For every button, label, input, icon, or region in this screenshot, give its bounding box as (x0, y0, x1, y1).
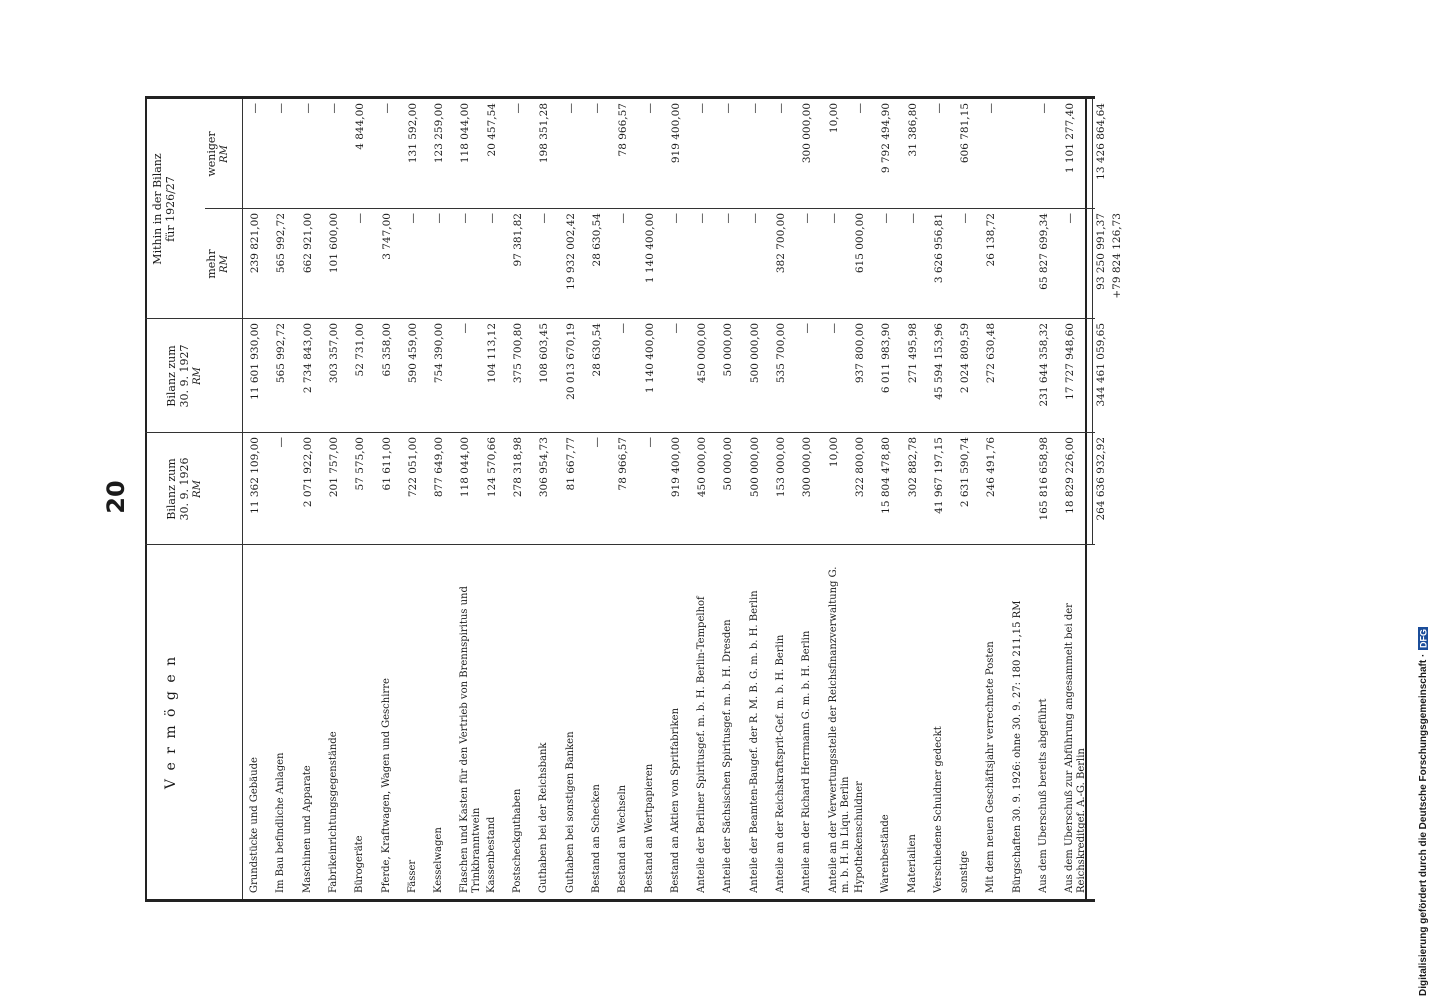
cell-mehr: — (617, 213, 630, 224)
cell-weniger: 606 781,15 (959, 103, 972, 164)
cell-b1927: 17 727 948,60 (1064, 323, 1077, 400)
cell-b1927: — (617, 323, 630, 334)
row-label: Grundstücke und Gebäude (249, 757, 260, 893)
cell-mehr: — (906, 213, 919, 224)
row-label: Bürogeräte (354, 835, 366, 893)
cell-b1927: 303 357,00 (327, 323, 340, 384)
row-label: Bestand an Aktien von Spritfabriken (669, 707, 681, 893)
cell-weniger: — (327, 103, 340, 114)
row-label: Bürgschaften 30. 9. 1926: ohne 30. 9. 27: 180 211,15 RM (1011, 600, 1023, 893)
row-label: Postscheckguthaben (512, 788, 523, 893)
cell-b1926: — (275, 437, 288, 448)
cell-mehr: 28 630,54 (590, 213, 603, 267)
row-label: Anteile der Beamten-Baugef. der R. M. B. G. m. b. H. Berlin (748, 590, 760, 893)
cell-b1927: 450 000,00 (696, 323, 709, 384)
cell-b1926: 306 954,73 (538, 437, 551, 498)
row-label: Anteile der Sächsischen Spiritusgef. m. b. H. Dresden (722, 619, 734, 893)
cell-b1927: 50 000,00 (722, 323, 735, 377)
row-label: Anteile an der Verwertungsstelle der Reichsfinanzverwaltung G. m. b. H. in Liqu. Berlin (827, 566, 851, 893)
cell-b1926: — (643, 437, 656, 448)
cell-b1927: 2 024 809,59 (959, 323, 972, 394)
row-label: Anteile an der Richard Herrmann G. m. b. H. Berlin (801, 630, 813, 893)
row-label: Pferde, Kraftwagen, Wagen und Geschirre (380, 678, 392, 893)
row-label: Aus dem Überschuß zur Abführung angesammelt bei der Reichskreditgef. A.-G. Berlin (1064, 603, 1088, 893)
cell-b1926: 50 000,00 (722, 437, 735, 491)
cell-b1927: 565 992,72 (275, 323, 288, 384)
row-label: Fabrikeinrichtungsgegenstände (327, 731, 339, 893)
cell-b1926: 118 044,00 (459, 437, 472, 498)
cell-weniger: — (853, 103, 866, 114)
cell-mehr: 19 932 002,42 (564, 213, 577, 290)
balance-sheet-rotated (145, 102, 1123, 902)
cell-b1927: 108 603,45 (538, 323, 551, 384)
cell-weniger: — (1038, 103, 1050, 114)
cell-b1927: 2 734 843,00 (301, 323, 314, 394)
cell-mehr: 3 626 956,81 (932, 213, 945, 284)
cell-mehr: 662 921,00 (301, 213, 314, 274)
cell-b1927: 52 731,00 (354, 323, 367, 377)
total-net: +79 824 126,73 (1110, 213, 1123, 299)
total-mehr: 93 250 991,37 (1094, 213, 1107, 290)
cell-mehr: — (722, 213, 735, 224)
cell-b1926: 81 667,77 (564, 437, 577, 491)
cell-b1926: 41 967 197,15 (932, 437, 945, 514)
cell-weniger: — (564, 103, 577, 114)
total-weniger: 13 426 864,64 (1094, 103, 1107, 180)
cell-b1926: 18 829 226,00 (1064, 437, 1077, 514)
row-label: Verschiedene Schuldner gedeckt (932, 726, 944, 893)
row-label: Aus dem Überschuß bereits abgeführt (1038, 698, 1049, 893)
digitization-credit (1418, 6, 1429, 996)
cell-b1926: 201 757,00 (327, 437, 340, 498)
cell-b1926: 300 000,00 (801, 437, 814, 498)
cell-weniger: 31 386,80 (906, 103, 919, 157)
row-label: Bestand an Schecken (590, 784, 602, 893)
cell-b1926: 302 882,78 (906, 437, 919, 498)
cell-b1926: 61 611,00 (380, 437, 393, 491)
cell-b1927: 272 630,48 (985, 323, 998, 384)
cell-weniger: — (590, 103, 603, 114)
cell-b1927: 65 358,00 (380, 323, 393, 377)
total-b1926: 264 636 932,92 (1094, 437, 1107, 521)
cell-mehr: — (801, 213, 814, 224)
cell-b1927: 375 700,80 (512, 323, 524, 384)
cell-mehr: — (669, 213, 682, 224)
cell-b1927: 500 000,00 (748, 323, 761, 384)
row-label: Anteile an der Reichskraftsprit-Gef. m. b. H. Berlin (775, 634, 786, 893)
cell-weniger: 919 400,00 (669, 103, 682, 164)
cell-weniger: 4 844,00 (354, 103, 367, 150)
cell-b1927: 104 113,12 (485, 323, 498, 384)
cell-mehr: — (354, 213, 367, 224)
cell-b1926: 165 816 658,98 (1038, 437, 1050, 521)
cell-weniger: — (722, 103, 735, 114)
cell-b1926: 722 051,00 (406, 437, 419, 498)
cell-weniger: 131 592,00 (406, 103, 419, 164)
row-label: Hypothekenschuldner (853, 781, 865, 893)
cell-b1926: 153 000,00 (775, 437, 787, 498)
cell-b1927: 45 594 153,96 (932, 323, 945, 400)
cell-weniger: — (748, 103, 761, 114)
cell-b1927: 1 140 400,00 (643, 323, 656, 394)
header-1927: Bilanz zum 30. 9. 1927 RM (165, 344, 203, 408)
cell-weniger: — (985, 103, 998, 114)
cell-b1927: 11 601 930,00 (249, 323, 261, 400)
row-label: Bestand an Wertpapieren (643, 763, 655, 893)
row-label: Kassenbestand (485, 816, 497, 893)
cell-weniger: 10,00 (827, 103, 840, 134)
cell-b1927: 28 630,54 (590, 323, 603, 377)
cell-b1927: 20 013 670,19 (564, 323, 577, 400)
cell-mehr: 382 700,00 (775, 213, 787, 274)
cell-mehr: — (748, 213, 761, 224)
cell-b1926: 15 804 478,80 (880, 437, 893, 514)
cell-b1926: 2 071 922,00 (301, 437, 314, 508)
cell-b1926: 877 649,00 (433, 437, 446, 498)
row-label: sonstige (959, 850, 971, 893)
cell-weniger: — (643, 103, 656, 114)
cell-b1926: 322 800,00 (853, 437, 866, 498)
cell-b1926: 78 966,57 (617, 437, 630, 491)
cell-weniger: — (249, 103, 261, 114)
cell-b1926: 919 400,00 (669, 437, 682, 498)
cell-mehr: — (1064, 213, 1077, 224)
cell-weniger: 78 966,57 (617, 103, 630, 157)
row-label: Anteile der Berliner Spiritusgef. m. b. H. Berlin-Tempelhof (696, 596, 708, 893)
cell-b1927: 271 495,98 (906, 323, 919, 384)
header-weniger: weniger RM (205, 131, 230, 177)
cell-mehr: 65 827 699,34 (1038, 213, 1050, 290)
cell-mehr: — (827, 213, 840, 224)
cell-mehr: — (433, 213, 446, 224)
cell-weniger: 9 792 494,90 (880, 103, 893, 174)
cell-b1927: 754 390,00 (433, 323, 446, 384)
cell-weniger: 123 259,00 (433, 103, 446, 164)
cell-b1926: 57 575,00 (354, 437, 367, 491)
header-vermoegen: V e r m ö g e n (163, 654, 179, 790)
cell-b1926: 500 000,00 (748, 437, 761, 498)
cell-mehr: — (959, 213, 972, 224)
credit-text: Digitalisierung gefördert durch die Deutsche Forschungsgemeinschaft · (1418, 653, 1429, 996)
cell-b1927: 535 700,00 (775, 323, 787, 384)
cell-b1926: 10,00 (827, 437, 840, 468)
cell-mehr: 26 138,72 (985, 213, 998, 267)
cell-weniger: — (512, 103, 524, 114)
cell-b1927: 6 011 983,90 (880, 323, 893, 394)
cell-b1926: 2 631 590,74 (959, 437, 972, 508)
total-b1927: 344 461 059,65 (1094, 323, 1107, 407)
header-difference: Mithin in der Bilanz für 1926/27 (151, 153, 177, 265)
cell-mehr: 239 821,00 (249, 213, 261, 274)
cell-mehr: — (696, 213, 709, 224)
cell-weniger: 300 000,00 (801, 103, 814, 164)
cell-mehr: — (406, 213, 419, 224)
cell-b1926: 11 362 109,00 (249, 437, 261, 514)
cell-mehr: 3 747,00 (380, 213, 393, 260)
cell-mehr: — (538, 213, 551, 224)
cell-weniger: 118 044,00 (459, 103, 472, 164)
cell-weniger: — (301, 103, 314, 114)
cell-b1926: 450 000,00 (696, 437, 709, 498)
cell-weniger: — (380, 103, 393, 114)
cell-weniger: 198 351,28 (538, 103, 551, 164)
balance-table (145, 96, 1123, 902)
cell-b1926: 278 318,98 (512, 437, 524, 498)
cell-mehr: 1 140 400,00 (643, 213, 656, 284)
cell-weniger: — (775, 103, 787, 114)
row-label: Warenbestände (880, 814, 892, 893)
cell-mehr: — (880, 213, 893, 224)
cell-weniger: — (932, 103, 945, 114)
row-label: Guthaben bei der Reichsbank (538, 742, 550, 893)
cell-b1927: — (669, 323, 682, 334)
header-mehr: mehr RM (205, 249, 230, 279)
row-label: Kesselwagen (433, 827, 445, 893)
cell-mehr: — (459, 213, 472, 224)
cell-weniger: — (696, 103, 709, 114)
cell-b1927: 937 800,00 (853, 323, 866, 384)
cell-b1927: — (459, 323, 472, 334)
cell-b1927: — (827, 323, 840, 334)
cell-weniger: 1 101 277,40 (1064, 103, 1077, 174)
row-label: Flaschen und Kasten für den Vertrieb von Brennspiritus und Trinkbranntwein (459, 586, 483, 893)
row-label: Guthaben bei sonstigen Banken (564, 731, 576, 893)
cell-b1926: — (590, 437, 603, 448)
row-label: Mit dem neuen Geschäftsjahr verrechnete Posten (985, 641, 997, 893)
row-label: Maschinen und Apparate (301, 765, 313, 893)
cell-mehr: 101 600,00 (327, 213, 340, 274)
cell-weniger: — (275, 103, 288, 114)
cell-b1927: 231 644 358,32 (1038, 323, 1050, 407)
row-label: Im Bau befindliche Anlagen (275, 752, 287, 893)
dfg-logo: DFG (1418, 628, 1429, 648)
cell-b1926: 124 570,66 (485, 437, 498, 498)
row-label: Bestand an Wechseln (617, 784, 629, 893)
cell-b1927: — (801, 323, 814, 334)
row-label: Materialien (906, 834, 918, 893)
cell-weniger: 20 457,54 (485, 103, 498, 157)
cell-mehr: 565 992,72 (275, 213, 288, 274)
row-label: Fässer (406, 859, 418, 893)
header-1926: Bilanz zum 30. 9. 1926 RM (165, 457, 203, 521)
page-number: 20 (102, 480, 130, 514)
cell-b1927: 590 459,00 (406, 323, 419, 384)
cell-b1926: 246 491,76 (985, 437, 998, 498)
cell-mehr: 97 381,82 (512, 213, 524, 267)
cell-mehr: — (485, 213, 498, 224)
cell-mehr: 615 000,00 (853, 213, 866, 274)
